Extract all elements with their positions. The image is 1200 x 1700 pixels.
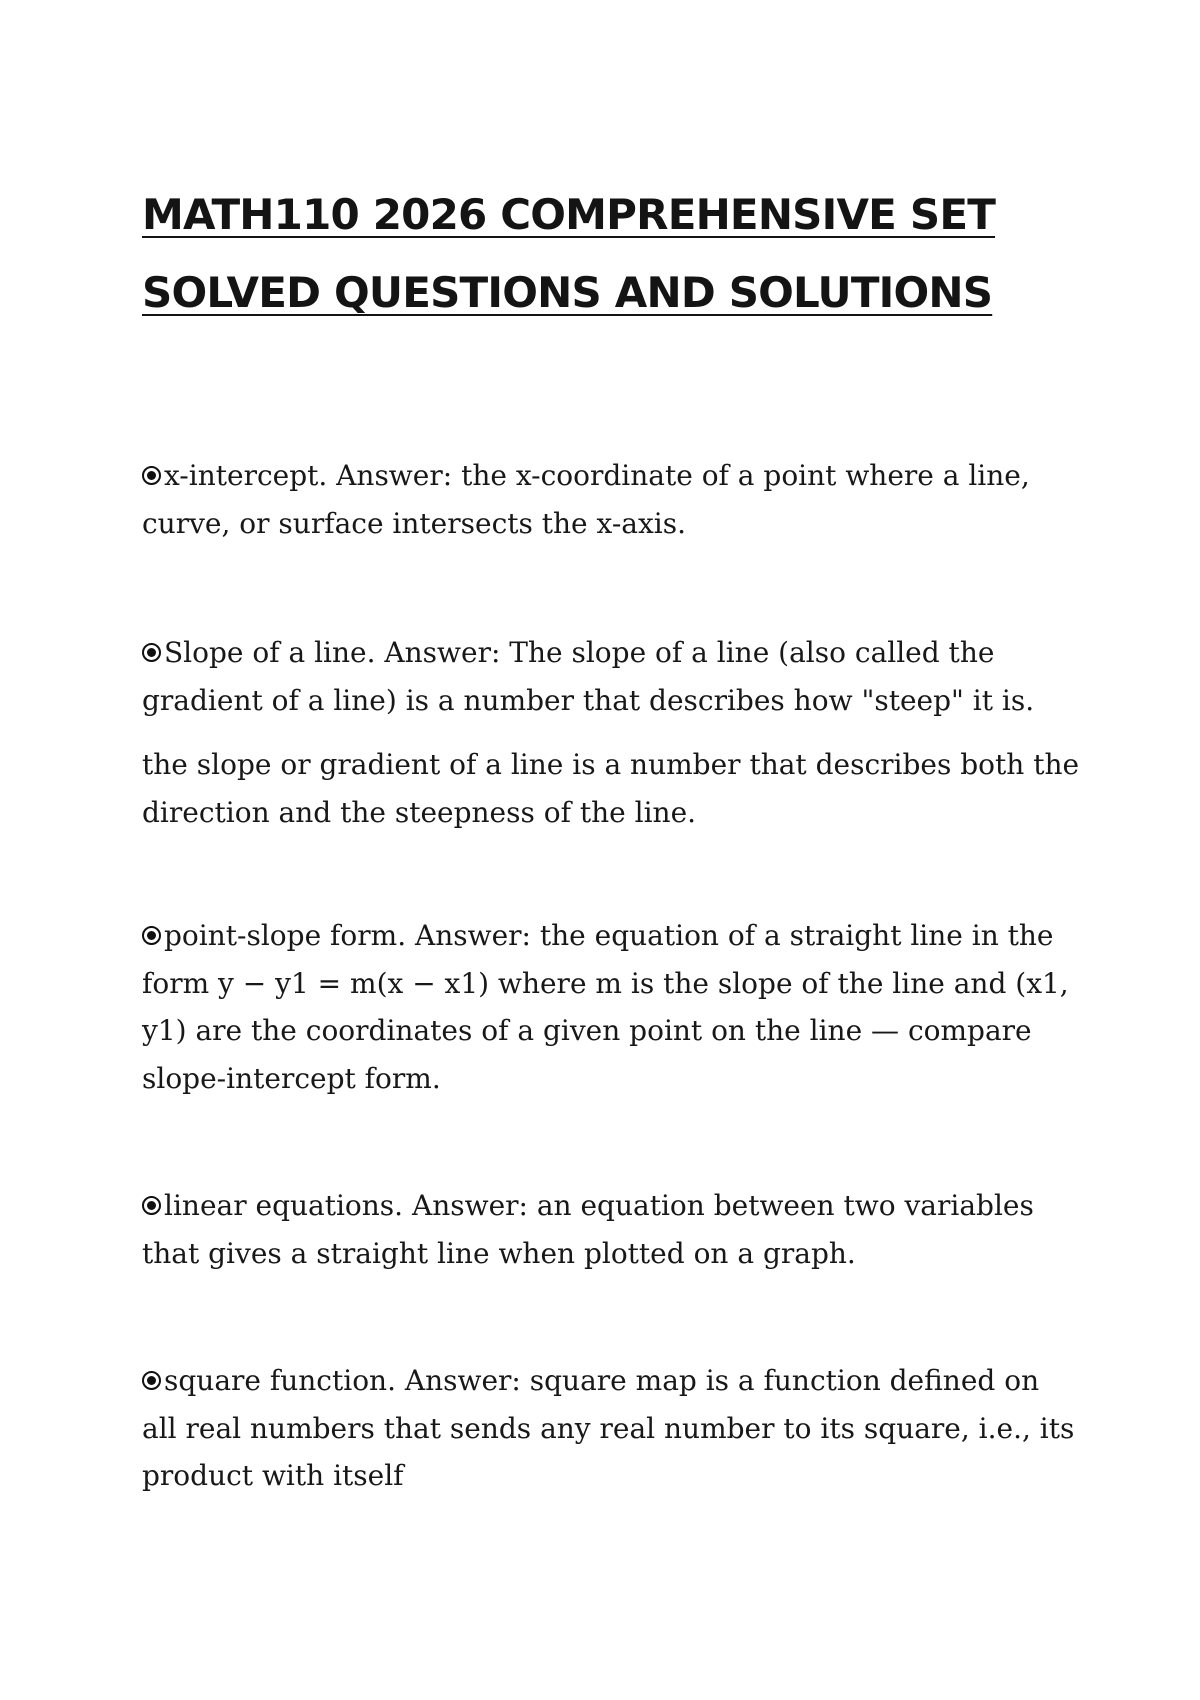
qa-text: Slope of a line. Answer: The slope of a line (also called the gradient of a line) is a number that describes how "steep" it is.: [142, 636, 1035, 717]
qa-text: square function. Answer: square map is a function defined on all real numbers that sends any real number to its square, i.e., its product with itself: [142, 1364, 1075, 1492]
circled-dot-bullet-icon: [142, 926, 161, 945]
qa-text: x-intercept. Answer: the x-coordinate of a point where a line, curve, or surface intersects the x-axis.: [142, 459, 1030, 540]
circled-dot-bullet-icon: [142, 1196, 161, 1215]
qa-item-point-slope-form: [142, 912, 1082, 1102]
qa-item-square-function: [142, 1357, 1082, 1500]
qa-paragraph: [142, 1357, 1082, 1500]
page-title: [142, 176, 1042, 332]
qa-paragraph: [142, 1182, 1082, 1277]
qa-text: linear equations. Answer: an equation between two variables that gives a straight line when plotted on a graph.: [142, 1189, 1034, 1270]
qa-paragraph: [142, 912, 1082, 1102]
circled-dot-bullet-icon: [142, 1371, 161, 1390]
title-line-1: MATH110 2026 COMPREHENSIVE SET: [142, 190, 996, 240]
circled-dot-bullet-icon: [142, 466, 161, 485]
title-line-2: SOLVED QUESTIONS AND SOLUTIONS: [142, 268, 993, 318]
qa-item-slope-of-a-line: [142, 629, 1082, 836]
circled-dot-bullet-icon: [142, 643, 161, 662]
qa-paragraph: [142, 452, 1082, 547]
qa-item-linear-equations: [142, 1182, 1082, 1277]
qa-text: point-slope form. Answer: the equation of a straight line in the form y − y1 = m(x − x1) where m is the slope of the line and (x1, y1) are the coordinates of a given point on the line — compare slope-intercept form.: [142, 919, 1069, 1095]
qa-paragraph-continued: the slope or gradient of a line is a number that describes both the direction and the steepness of the line.: [142, 748, 1080, 829]
qa-item-x-intercept: [142, 452, 1082, 547]
qa-paragraph: [142, 629, 1082, 724]
